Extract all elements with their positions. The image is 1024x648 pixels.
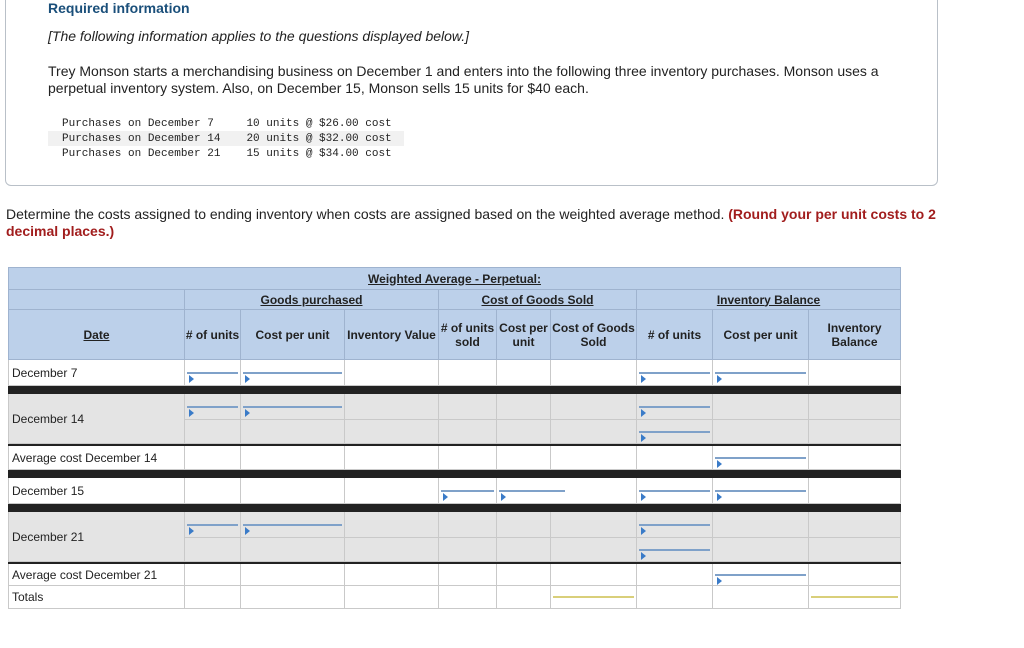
col-ib-cost: Cost per unit bbox=[713, 310, 809, 360]
purchase-row bbox=[48, 131, 404, 146]
purchase-label: Purchases on December 21 bbox=[62, 147, 221, 160]
dec21-balance-units-input-2[interactable] bbox=[639, 549, 710, 551]
col-cogs-units: # of units sold bbox=[439, 310, 497, 360]
dec14-value-cell bbox=[345, 394, 439, 420]
purchase-detail: 15 units @ $34.00 cost bbox=[246, 147, 392, 160]
purchase-label: Purchases on December 7 bbox=[62, 117, 214, 130]
dec15-balance-units-input[interactable] bbox=[639, 490, 710, 492]
purchase-detail: 20 units @ $32.00 cost bbox=[232, 131, 403, 146]
group-goods-purchased: Goods purchased bbox=[185, 290, 439, 310]
purchase-label: Purchases on December 14 bbox=[48, 131, 232, 146]
dec21-units-input[interactable] bbox=[187, 524, 238, 526]
total-inventory-balance-input[interactable] bbox=[811, 596, 898, 598]
col-gp-value: Inventory Value bbox=[345, 310, 439, 360]
total-cogs-input[interactable] bbox=[553, 596, 634, 598]
row-label-dec21: December 21 bbox=[9, 512, 185, 562]
group-cogs: Cost of Goods Sold bbox=[439, 290, 637, 310]
col-gp-cost: Cost per unit bbox=[241, 310, 345, 360]
col-cogs-cost: Cost per unit bbox=[497, 310, 551, 360]
weighted-average-table bbox=[8, 267, 901, 609]
purchase-row bbox=[48, 116, 404, 131]
purchase-row bbox=[48, 146, 404, 161]
dec21-balance-units-input-1[interactable] bbox=[639, 524, 710, 526]
col-ib-balance: Inventory Balance bbox=[809, 310, 901, 360]
row-label-dec15: December 15 bbox=[9, 478, 185, 504]
dec14-cost-input[interactable] bbox=[243, 406, 342, 408]
dec14-balance-units-input-1[interactable] bbox=[639, 406, 710, 408]
dec14-units-input[interactable] bbox=[187, 406, 238, 408]
dec21-cost-input[interactable] bbox=[243, 524, 342, 526]
dec7-value-cell bbox=[345, 360, 439, 386]
header-blank bbox=[9, 290, 185, 310]
question-text bbox=[6, 206, 941, 240]
avg21-cost-input[interactable] bbox=[715, 574, 806, 576]
dec7-balance-cost-input[interactable] bbox=[715, 372, 806, 374]
dec7-balance-units-input[interactable] bbox=[639, 372, 710, 374]
col-date: Date bbox=[9, 310, 185, 360]
dec15-cost-input[interactable] bbox=[499, 490, 565, 492]
dec15-units-sold-input[interactable] bbox=[441, 490, 494, 492]
dec14-balance-units-input-2[interactable] bbox=[639, 431, 710, 433]
dec15-balance-cost-input[interactable] bbox=[715, 490, 806, 492]
avg14-cost-input[interactable] bbox=[715, 457, 806, 459]
purchases-table bbox=[48, 116, 404, 161]
row-label-avg21: Average cost December 21 bbox=[9, 564, 185, 586]
dec7-cost-input[interactable] bbox=[243, 372, 342, 374]
dec7-units-input[interactable] bbox=[187, 372, 238, 374]
col-cogs-total: Cost of Goods Sold bbox=[551, 310, 637, 360]
required-info-subtitle: [The following information applies to the questions displayed below.] bbox=[48, 28, 470, 44]
group-inventory-balance: Inventory Balance bbox=[637, 290, 901, 310]
required-info-title: Required information bbox=[48, 0, 190, 16]
required-info-body: Trey Monson starts a merchandising business on December 1 and enters into the following three inventory purchases. Monson uses a perpetual inventory system. Also, on December 15, Monson sells 15 units for $40 each. bbox=[48, 63, 879, 96]
question-main: Determine the costs assigned to ending inventory when costs are assigned based on the weighted average method. bbox=[6, 206, 729, 222]
question-emphasis: (Round your per unit costs to 2 decimal places.) bbox=[6, 206, 936, 239]
table-title: Weighted Average - Perpetual: bbox=[9, 268, 901, 290]
dec21-value-cell bbox=[345, 512, 439, 538]
row-label-totals: Totals bbox=[9, 586, 185, 609]
col-ib-units: # of units bbox=[637, 310, 713, 360]
dec7-balance-cell bbox=[809, 360, 901, 386]
row-label-dec7: December 7 bbox=[9, 360, 185, 386]
row-label-dec14: December 14 bbox=[9, 394, 185, 444]
col-gp-units: # of units bbox=[185, 310, 241, 360]
purchase-detail: 10 units @ $26.00 cost bbox=[246, 117, 392, 130]
row-label-avg14: Average cost December 14 bbox=[9, 446, 185, 470]
